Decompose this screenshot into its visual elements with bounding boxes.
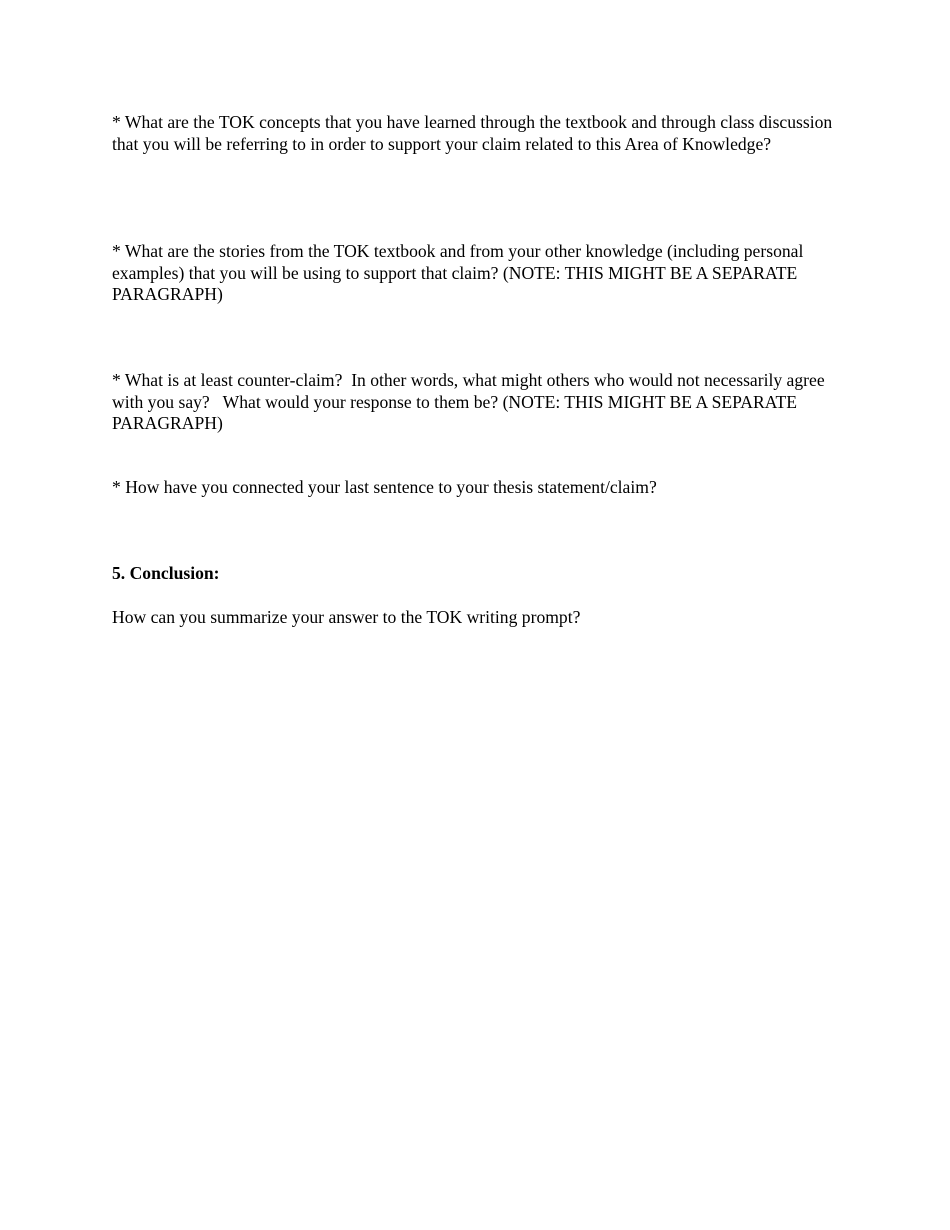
counter-claim-question: * What is at least counter-claim? In other words, what might others who would not necessarily agree with you say? What would your response to them be? (NOTE: THIS MIGHT BE A SEPARATE PARAGRAPH) [112, 370, 830, 433]
concepts-question: * What are the TOK concepts that you have learned through the textbook and through class discussion that you will be referring to in order to support your claim related to this Area of Knowledge? [112, 112, 837, 154]
connection-question: * How have you connected your last sentence to your thesis statement/claim? [112, 477, 657, 497]
conclusion-prompt: How can you summarize your answer to the TOK writing prompt? [112, 607, 581, 627]
stories-question: * What are the stories from the TOK textbook and from your other knowledge (including personal examples) that you will be using to support that claim? (NOTE: THIS MIGHT BE A SEPARATE PARAGRAPH) [112, 241, 808, 304]
conclusion-heading: 5. Conclusion: [112, 563, 220, 583]
